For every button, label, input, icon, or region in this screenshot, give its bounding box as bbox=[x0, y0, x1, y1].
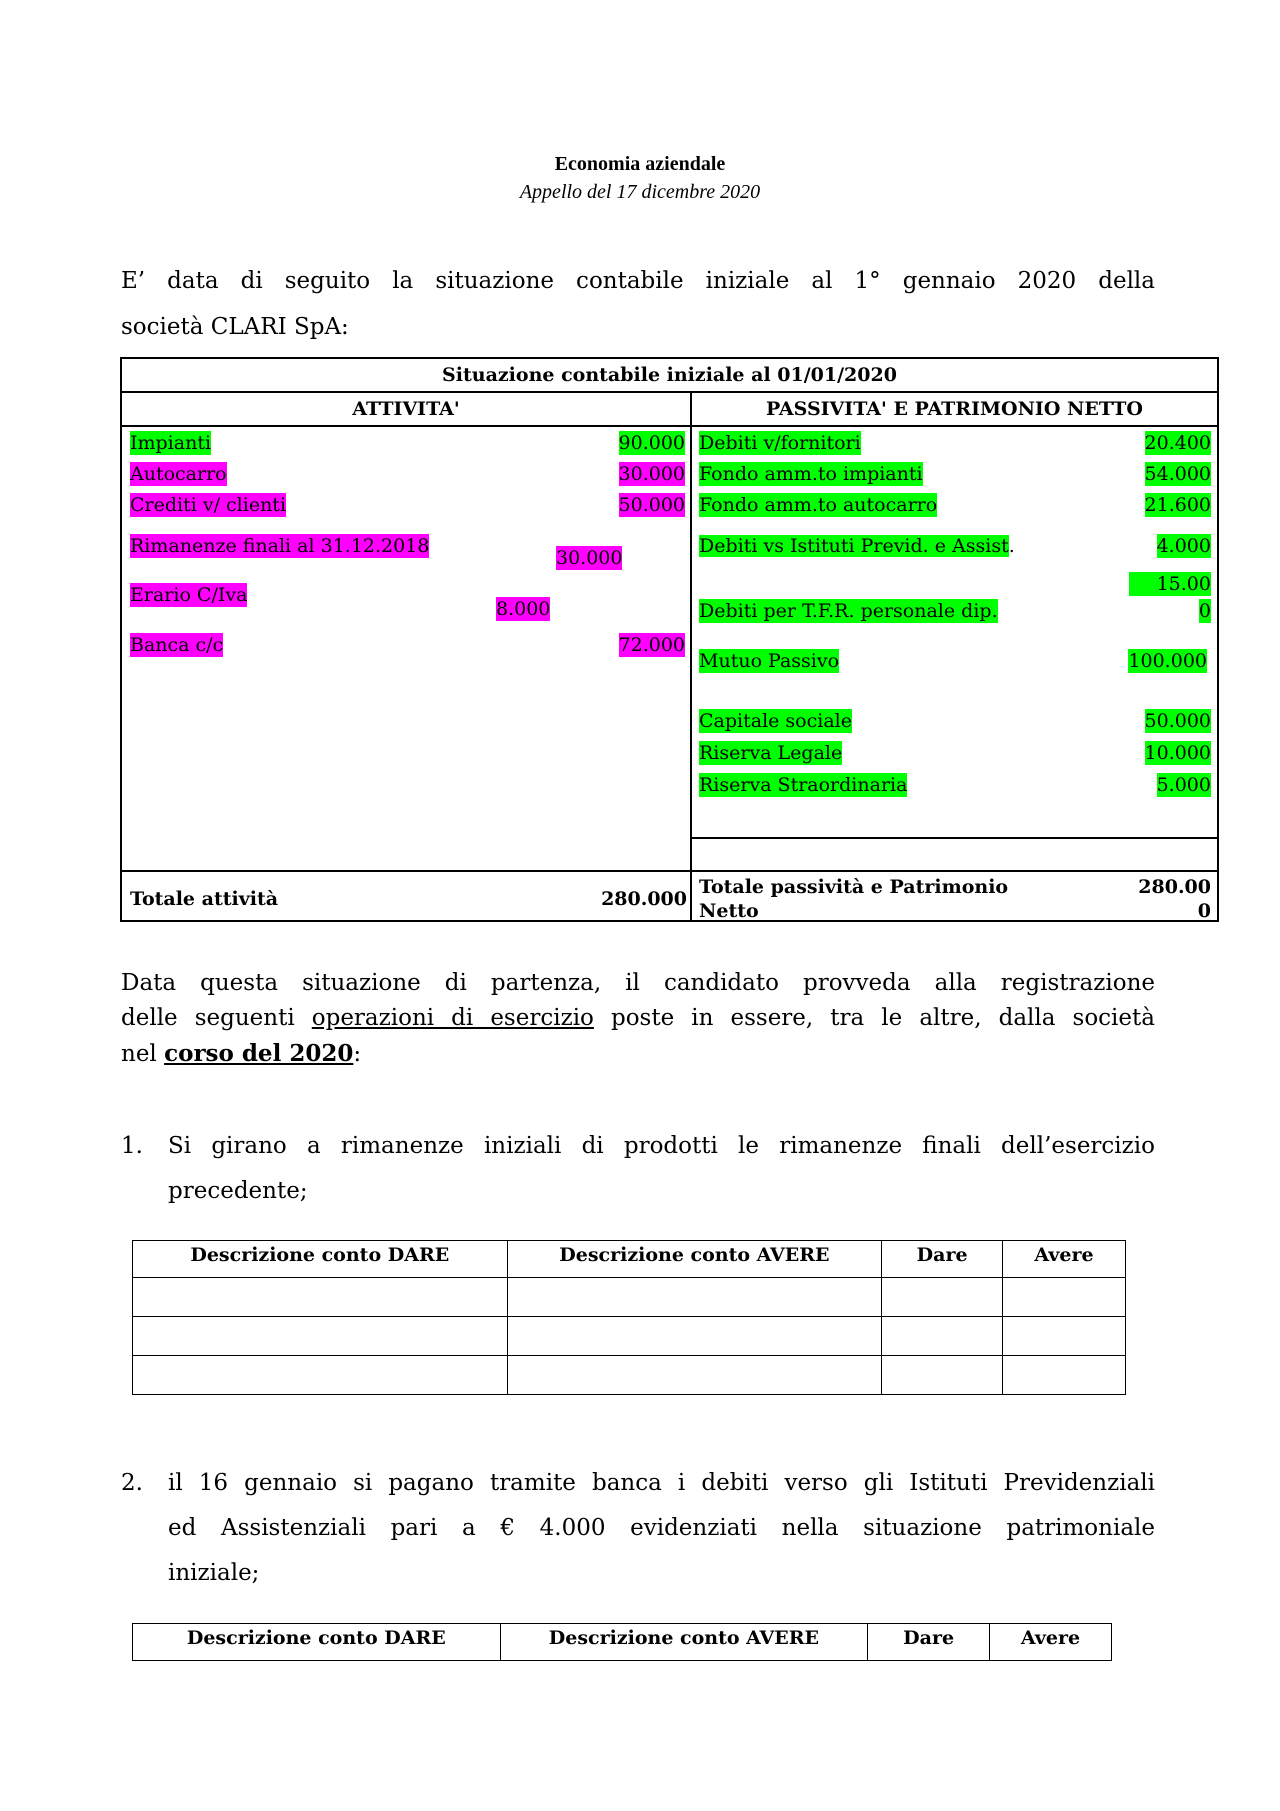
journal-cell[interactable] bbox=[507, 1278, 882, 1317]
task-paragraph bbox=[121, 966, 1155, 1072]
intro-paragraph bbox=[121, 258, 1155, 350]
total-assets-value: 280.000 bbox=[601, 888, 687, 910]
header-avere-desc: Descrizione conto AVERE bbox=[500, 1624, 868, 1661]
total-liabilities-label: Totale passività e Patrimonio bbox=[699, 876, 1009, 898]
asset-value: 90.000 bbox=[618, 432, 685, 454]
liability-value: 50.000 bbox=[1144, 710, 1211, 732]
journal-header-row bbox=[133, 1624, 1112, 1661]
liability-label-suffix: . bbox=[1008, 535, 1015, 557]
liability-label: Debiti vs Istituti Previd. e Assist bbox=[699, 535, 1009, 557]
liability-value: 4.000 bbox=[1156, 535, 1211, 557]
header-avere-desc: Descrizione conto AVERE bbox=[507, 1241, 882, 1278]
total-liabilities-value: 280.00 bbox=[1138, 876, 1211, 898]
task-text: delle seguenti bbox=[121, 1005, 312, 1031]
header-avere: Avere bbox=[990, 1624, 1112, 1661]
item-number: 2. bbox=[121, 1470, 143, 1496]
header-dare-desc: Descrizione conto DARE bbox=[133, 1624, 501, 1661]
intro-line-1: E’ data di seguito la situazione contabile iniziale al 1° gennaio 2020 della bbox=[121, 268, 1155, 294]
header-dare: Dare bbox=[882, 1241, 1003, 1278]
journal-table-1 bbox=[132, 1240, 1126, 1395]
task-line-2 bbox=[121, 1001, 1155, 1036]
task-line-3 bbox=[121, 1036, 1155, 1072]
journal-cell[interactable] bbox=[507, 1356, 882, 1395]
bs-divider-right-blank bbox=[692, 837, 1217, 839]
task-underlined: operazioni di esercizio bbox=[311, 1005, 594, 1031]
intro-line-2: società CLARI SpA: bbox=[121, 314, 349, 340]
task-text: nel bbox=[121, 1041, 165, 1067]
journal-cell[interactable] bbox=[133, 1317, 508, 1356]
liability-label: Mutuo Passivo bbox=[699, 650, 840, 672]
asset-value: 30.000 bbox=[618, 463, 685, 485]
journal-cell[interactable] bbox=[133, 1278, 508, 1317]
asset-label: Rimanenze finali al 31.12.2018 bbox=[130, 535, 430, 557]
bs-divider-title bbox=[122, 391, 1217, 393]
asset-label: Impianti bbox=[130, 432, 212, 454]
journal-cell[interactable] bbox=[882, 1356, 1003, 1395]
liability-value-cont: 0 bbox=[1198, 600, 1211, 622]
liability-label: Capitale sociale bbox=[699, 710, 852, 732]
liability-label-row bbox=[699, 534, 1015, 558]
asset-value: 50.000 bbox=[618, 494, 685, 516]
asset-label: Autocarro bbox=[130, 463, 227, 485]
bs-title: Situazione contabile iniziale al 01/01/2020 bbox=[442, 364, 897, 386]
liability-label: Debiti per T.F.R. personale dip. bbox=[699, 600, 998, 622]
liability-label: Fondo amm.to impianti bbox=[699, 463, 923, 485]
item-line: ed Assistenziali pari a € 4.000 evidenziati nella situazione patrimoniale bbox=[168, 1515, 1155, 1541]
asset-label: Banca c/c bbox=[130, 634, 224, 656]
liability-value: 21.600 bbox=[1144, 494, 1211, 516]
item-line: Si girano a rimanenze iniziali di prodotti le rimanenze finali dell’esercizio bbox=[168, 1133, 1155, 1159]
journal-cell[interactable] bbox=[1003, 1317, 1126, 1356]
liability-label: Debiti v/fornitori bbox=[699, 432, 861, 454]
asset-label: Crediti v/ clienti bbox=[130, 494, 287, 516]
item-text bbox=[168, 1461, 1155, 1596]
liability-value: 5.000 bbox=[1156, 774, 1211, 796]
header-dare: Dare bbox=[868, 1624, 990, 1661]
journal-cell[interactable] bbox=[882, 1317, 1003, 1356]
task-text: : bbox=[353, 1041, 362, 1067]
liability-value: 100.000 bbox=[1128, 650, 1207, 672]
journal-row bbox=[133, 1356, 1126, 1395]
bs-assets-header: ATTIVITA' bbox=[352, 398, 460, 420]
liability-label: Fondo amm.to autocarro bbox=[699, 494, 938, 516]
journal-header-row bbox=[133, 1241, 1126, 1278]
liability-label: Riserva Legale bbox=[699, 742, 843, 764]
bs-divider-vertical bbox=[690, 391, 692, 920]
journal-cell[interactable] bbox=[1003, 1278, 1126, 1317]
task-line-1: Data questa situazione di partenza, il candidato provveda alla registrazione bbox=[121, 970, 1155, 996]
task-text: poste in essere, tra le altre, dalla società bbox=[593, 1005, 1155, 1031]
journal-row bbox=[133, 1317, 1126, 1356]
item-line: precedente; bbox=[168, 1178, 308, 1204]
document-title: Economia aziendale bbox=[554, 153, 726, 175]
journal-cell[interactable] bbox=[1003, 1356, 1126, 1395]
liability-value: 20.400 bbox=[1144, 432, 1211, 454]
journal-cell[interactable] bbox=[882, 1278, 1003, 1317]
item-line: iniziale; bbox=[168, 1560, 260, 1586]
asset-value: 30.000 bbox=[556, 547, 623, 569]
journal-table-2 bbox=[132, 1623, 1112, 1661]
total-liabilities-value-cont: 0 bbox=[1197, 900, 1211, 922]
journal-cell[interactable] bbox=[507, 1317, 882, 1356]
header-avere: Avere bbox=[1003, 1241, 1126, 1278]
document-subtitle: Appello del 17 dicembre 2020 bbox=[519, 181, 761, 203]
bs-divider-header bbox=[122, 425, 1217, 427]
total-liabilities-label-cont: Netto bbox=[699, 900, 759, 922]
total-assets-label: Totale attività bbox=[130, 888, 279, 910]
bs-divider-totals bbox=[122, 870, 1217, 872]
journal-cell[interactable] bbox=[133, 1356, 508, 1395]
liability-value: 54.000 bbox=[1144, 463, 1211, 485]
liability-value: 15.00 bbox=[1129, 572, 1211, 596]
asset-value: 72.000 bbox=[618, 634, 685, 656]
asset-label: Erario C/Iva bbox=[130, 584, 248, 606]
liability-value: 10.000 bbox=[1144, 742, 1211, 764]
liability-label: Riserva Straordinaria bbox=[699, 774, 908, 796]
task-bold-underlined: corso del 2020 bbox=[164, 1040, 354, 1067]
bs-liabilities-header: PASSIVITA' E PATRIMONIO NETTO bbox=[766, 398, 1143, 420]
item-line: il 16 gennaio si pagano tramite banca i debiti verso gli Istituti Previdenziali bbox=[168, 1470, 1155, 1496]
asset-value: 8.000 bbox=[496, 598, 551, 620]
journal-row bbox=[133, 1278, 1126, 1317]
balance-sheet-table bbox=[120, 357, 1219, 922]
header-dare-desc: Descrizione conto DARE bbox=[133, 1241, 508, 1278]
item-text bbox=[168, 1124, 1155, 1214]
item-number: 1. bbox=[121, 1133, 143, 1159]
